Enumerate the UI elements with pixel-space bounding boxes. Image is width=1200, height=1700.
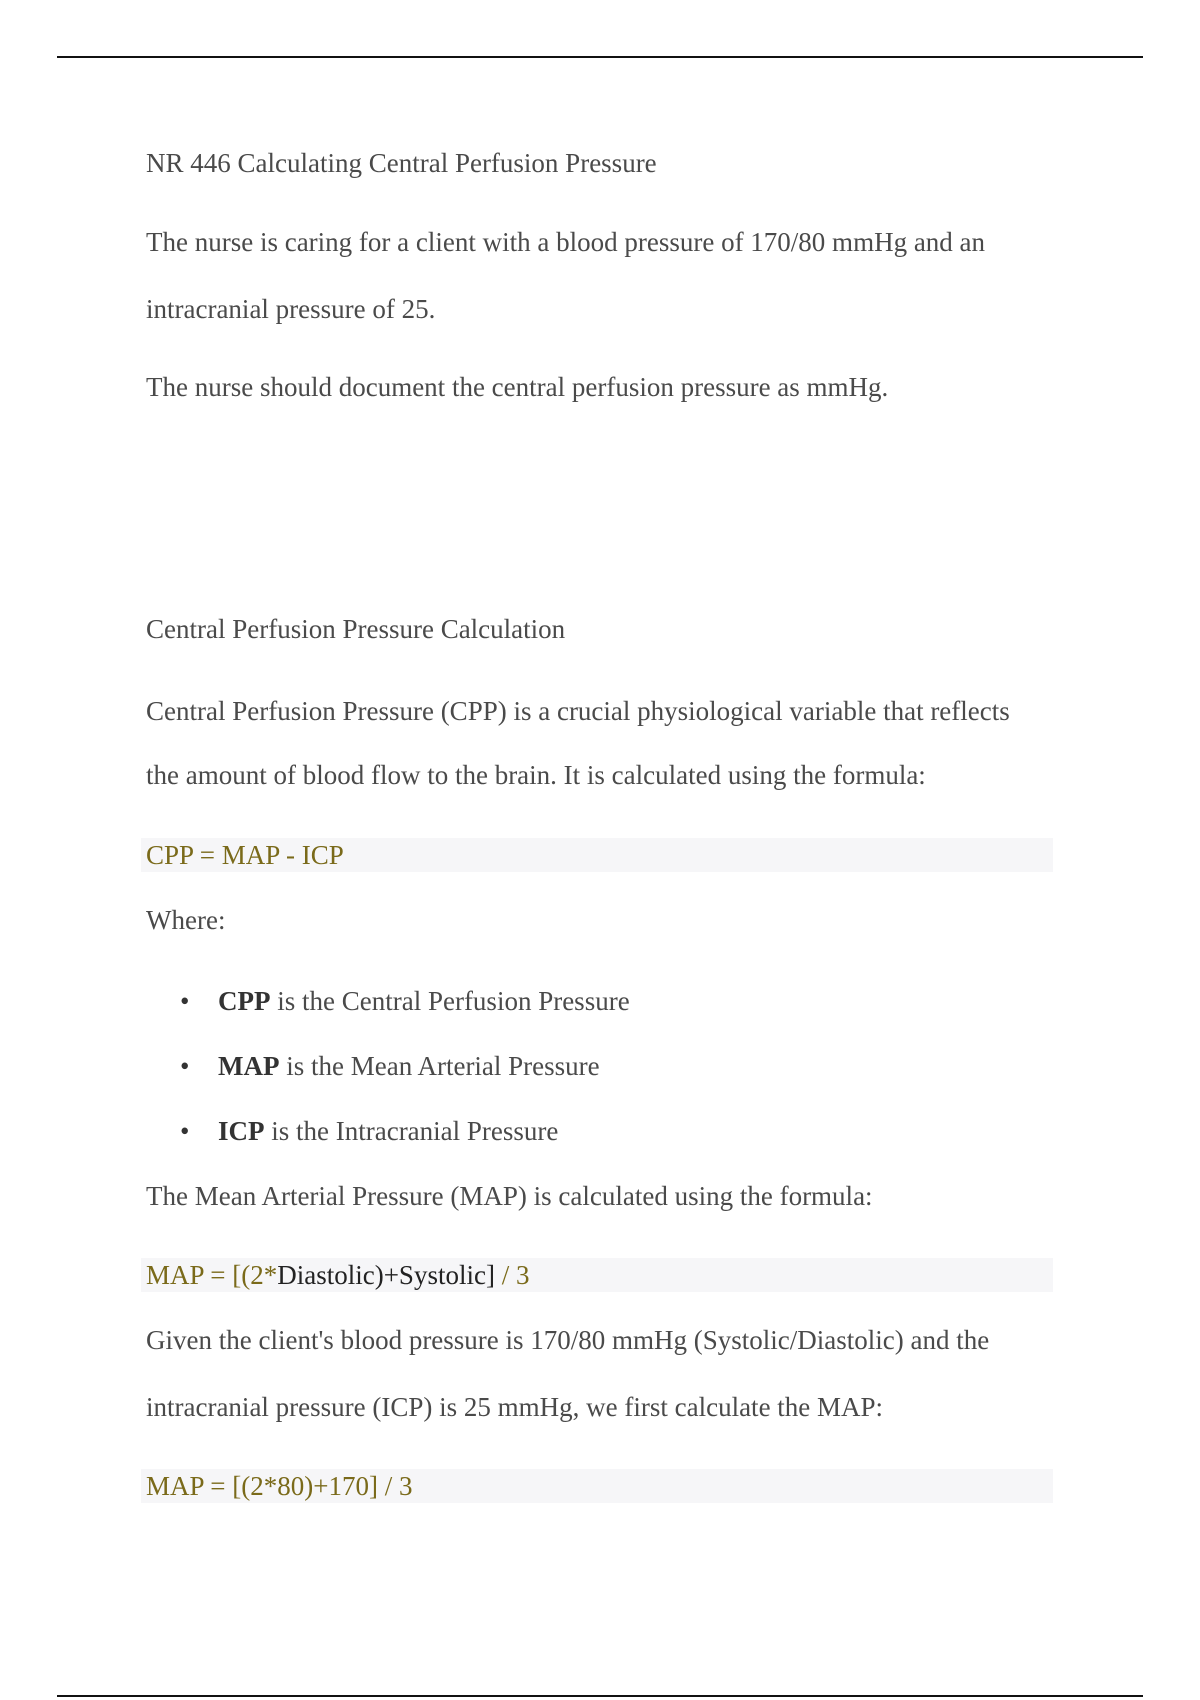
- top-rule: [57, 56, 1143, 58]
- formula-map-values: MAP = [(2*80)+170] / 3: [141, 1469, 1053, 1503]
- definition-desc: is the Mean Arterial Pressure: [279, 1051, 600, 1081]
- bullet-dot: •: [180, 1116, 190, 1146]
- bullet-dot: •: [180, 986, 190, 1016]
- formula-map-part1: MAP = [(2*: [146, 1260, 278, 1290]
- formula-map-part2: Diastolic)+Systolic]: [277, 1260, 495, 1290]
- bottom-rule: [57, 1695, 1143, 1697]
- given-line-2: intracranial pressure (ICP) is 25 mmHg, we first calculate the MAP:: [146, 1392, 884, 1422]
- map-intro: The Mean Arterial Pressure (MAP) is calculated using the formula:: [146, 1181, 873, 1211]
- formula-cpp: CPP = MAP - ICP: [141, 838, 1053, 872]
- question-line-1: The nurse is caring for a client with a blood pressure of 170/80 mmHg and an: [146, 227, 986, 257]
- where-label: Where:: [146, 905, 226, 935]
- question-line-2: intracranial pressure of 25.: [146, 294, 436, 324]
- definition-desc: is the Intracranial Pressure: [264, 1116, 559, 1146]
- definition-term: ICP: [218, 1116, 265, 1146]
- formula-map-part3: / 3: [494, 1260, 530, 1290]
- formula-map: [141, 1258, 1053, 1292]
- definition-icp: [218, 1114, 558, 1148]
- intro-line-1: Central Perfusion Pressure (CPP) is a crucial physiological variable that reflects: [146, 696, 1010, 726]
- question-line-3: The nurse should document the central perfusion pressure as mmHg.: [146, 372, 889, 402]
- intro-line-2: the amount of blood flow to the brain. It is calculated using the formula:: [146, 760, 926, 790]
- definition-term: CPP: [218, 986, 271, 1016]
- document-title: NR 446 Calculating Central Perfusion Pressure: [146, 148, 657, 178]
- definition-cpp: [218, 984, 630, 1018]
- bullet-dot: •: [180, 1051, 190, 1081]
- definition-desc: is the Central Perfusion Pressure: [270, 986, 630, 1016]
- given-line-1: Given the client's blood pressure is 170/80 mmHg (Systolic/Diastolic) and the: [146, 1325, 990, 1355]
- definition-map: [218, 1049, 600, 1083]
- section-heading: Central Perfusion Pressure Calculation: [146, 614, 566, 644]
- definition-term: MAP: [218, 1051, 280, 1081]
